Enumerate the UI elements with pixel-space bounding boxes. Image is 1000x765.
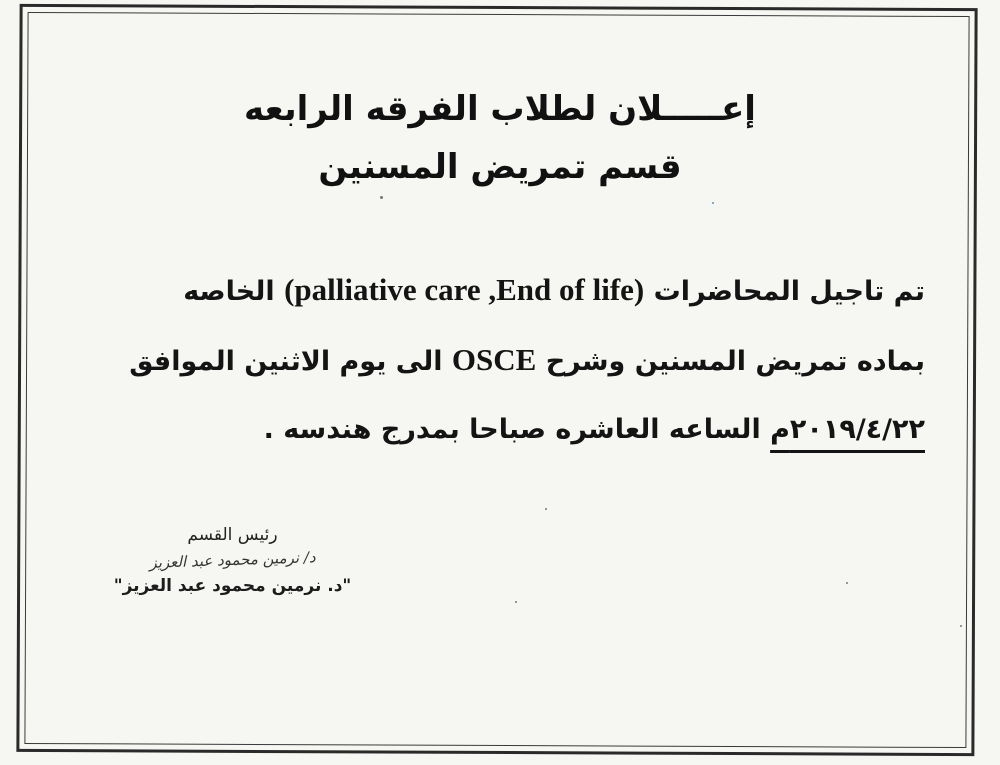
handwritten-signature: د/ نرمين محمود عبد العزيز (149, 548, 316, 572)
announcement-title: إعـــــلان لطلاب الفرقه الرابعه (244, 89, 756, 129)
scan-speck (712, 202, 714, 204)
body-line-1-end: الخاصه (183, 276, 275, 307)
announcement-date: ٢٠١٩/٤/٢٢م (770, 414, 925, 445)
signature-block (100, 522, 365, 600)
signature-role: رئيس القسم (187, 525, 278, 545)
osce-label: OSCE (451, 342, 537, 377)
time-and-place: الساعه العاشره صباحا بمدرج هندسه . (263, 414, 761, 445)
body-line-1-start: تم تاجيل المحاضرات (653, 276, 925, 307)
body-line-2 (80, 326, 925, 396)
scan-speck (380, 196, 383, 199)
announcement-heading (150, 80, 850, 196)
department-title: قسم تمريض المسنين (318, 147, 682, 187)
scan-speck (846, 582, 848, 584)
body-line-1 (80, 256, 925, 326)
body-line-2-start: بماده تمريض المسنين وشرح (545, 346, 925, 377)
scan-speck (960, 625, 962, 627)
body-line-3 (80, 396, 925, 464)
signature-name: "د. نرمين محمود عبد العزيز" (113, 576, 352, 596)
scan-speck (545, 508, 547, 510)
body-line-2-end: الى يوم الاثنين الموافق (129, 346, 443, 377)
lecture-topics: (palliative care ,End of life) (284, 272, 645, 307)
announcement-body (80, 256, 925, 464)
scan-speck (515, 601, 517, 603)
